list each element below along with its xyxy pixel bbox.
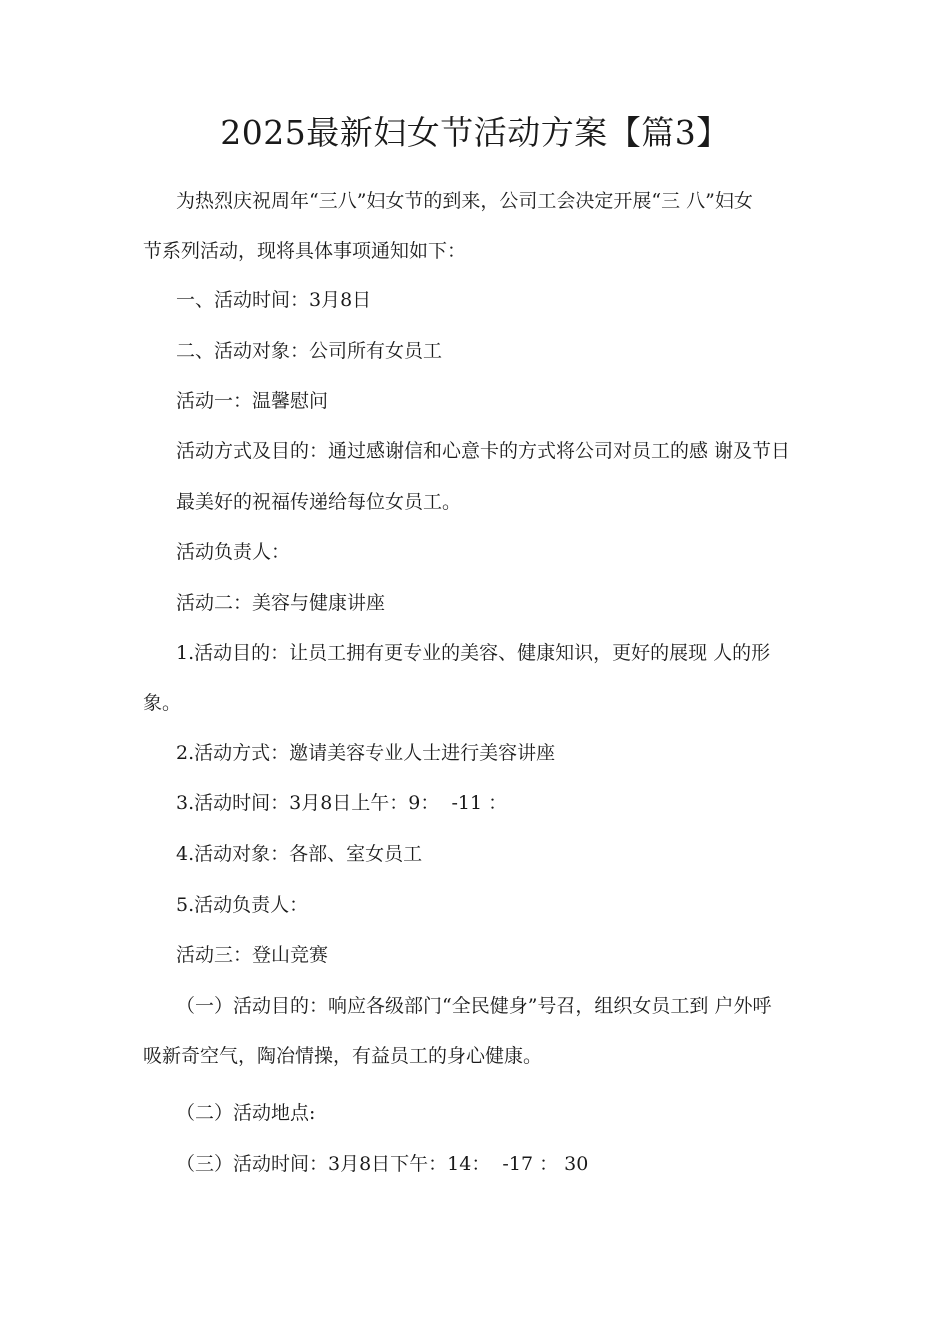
paragraph-intro-line-1: 为热烈庆祝周年“三八”妇女节的到来，公司工会决定开展“三 八”妇女	[176, 190, 753, 212]
activity-two-method: 2.活动方式：邀请美容专业人士进行美容讲座	[176, 742, 556, 764]
activity-one-method-line-2: 最美好的祝福传递给每位女员工。	[176, 491, 462, 513]
activity-three-time: （三）活动时间：3月8日下午：14： -17 ： 30	[176, 1153, 589, 1175]
activity-three-purpose-line-1: （一）活动目的：响应各级部门“全民健身”号召，组织女员工到 户外呼	[176, 995, 772, 1017]
activity-two-time: 3.活动时间：3月8日上午：9： -11 ：	[176, 792, 508, 814]
activity-two-target: 4.活动对象：各部、室女员工	[176, 843, 423, 865]
activity-one-owner: 活动负责人：	[176, 541, 291, 563]
activity-one-heading: 活动一：温馨慰问	[176, 390, 329, 412]
activity-three-location: （二）活动地点:	[176, 1102, 316, 1124]
activity-two-purpose-line-1: 1.活动目的：让员工拥有更专业的美容、健康知识，更好的展现 人的形	[176, 642, 771, 664]
activity-two-heading: 活动二：美容与健康讲座	[176, 592, 386, 614]
activity-target-line: 二、活动对象：公司所有女员工	[176, 340, 443, 362]
activity-two-purpose-line-2: 象。	[143, 692, 182, 714]
activity-three-heading: 活动三：登山竞赛	[176, 944, 329, 966]
activity-time-line: 一、活动时间：3月8日	[176, 289, 372, 311]
activity-three-purpose-line-2: 吸新奇空气，陶冶情操，有益员工的身心健康。	[143, 1045, 543, 1067]
paragraph-intro-line-2: 节系列活动，现将具体事项通知如下：	[143, 240, 467, 262]
activity-one-method-line-1: 活动方式及目的：通过感谢信和心意卡的方式将公司对员工的感 谢及节日	[176, 440, 791, 462]
document-title: 2025最新妇女节活动方案【篇3】	[220, 113, 730, 152]
activity-two-owner: 5.活动负责人：	[176, 894, 309, 916]
